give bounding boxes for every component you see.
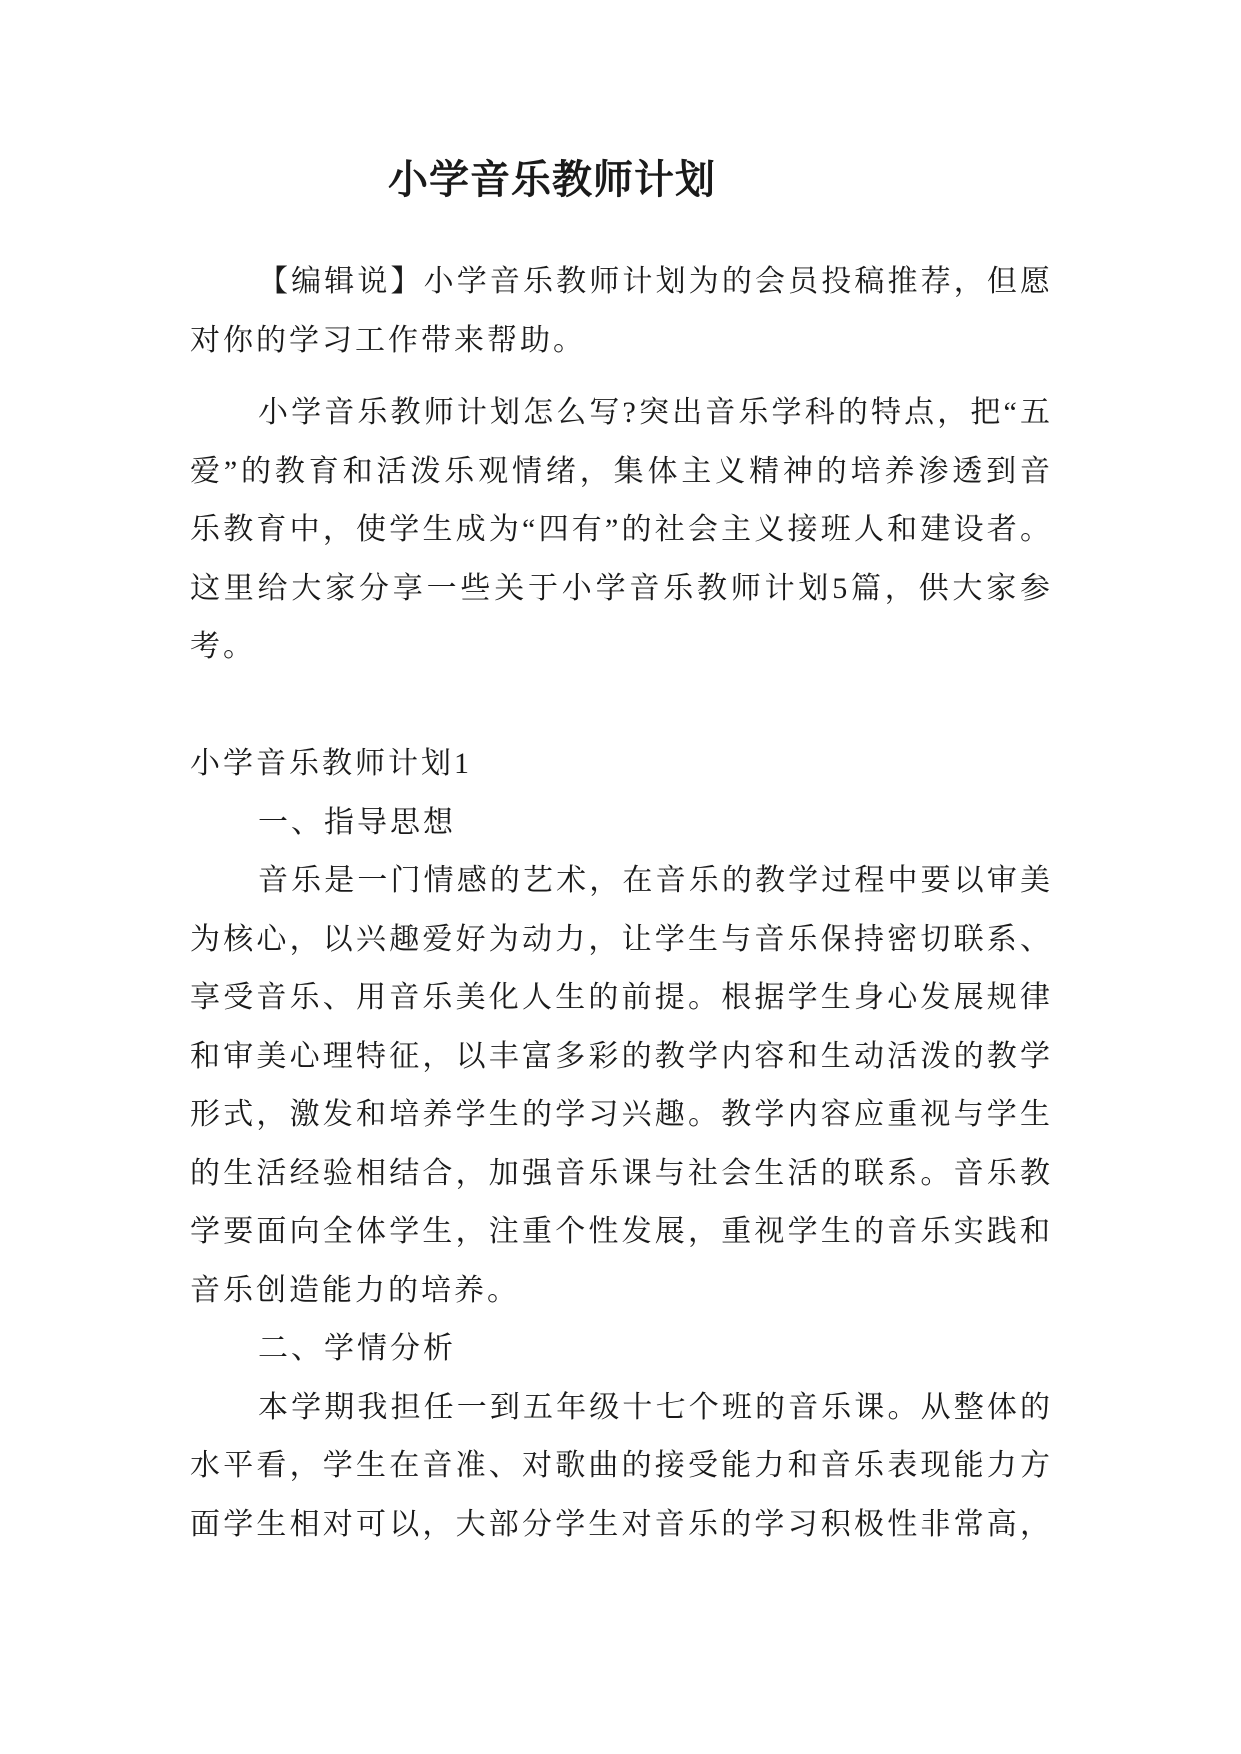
paragraph-line: 为核心，以兴趣爱好为动力，让学生与音乐保持密切联系、 [190,922,1050,956]
editor-note-paragraph [190,253,1050,370]
paragraph-line: 这里给大家分享一些关于小学音乐教师计划5篇，供大家参 [190,571,1050,605]
document-title: 小学音乐教师计划 [388,157,716,202]
paragraph-spacer [190,370,1050,384]
paragraph-line: 本学期我担任一到五年级十七个班的音乐课。从整体的 [258,1390,1050,1424]
paragraph-line: 形式，激发和培养学生的学习兴趣。教学内容应重视与学生 [190,1098,1050,1131]
paragraph-line: 乐教育中，使学生成为“四有”的社会主义接班人和建设者。 [190,513,1050,546]
paragraph-line: 音乐是一门情感的艺术，在音乐的教学过程中要以审美 [258,864,1050,897]
paragraph-line: 的生活经验相结合，加强音乐课与社会生活的联系。音乐教 [190,1156,1050,1190]
paragraph-line: 爱”的教育和活泼乐观情绪，集体主义精神的培养渗透到音 [190,454,1050,488]
analysis-paragraph [190,1379,1050,1555]
paragraph-line: 享受音乐、用音乐美化人生的前提。根据学生身心发展规律 [190,981,1050,1014]
paragraph-line: 和审美心理特征，以丰富多彩的教学内容和生动活泼的教学 [190,1039,1050,1073]
document-body [190,253,1050,1554]
paragraph-line: 面学生相对可以，大部分学生对音乐的学习积极性非常高， [190,1507,1050,1541]
section-heading: 小学音乐教师计划1 [190,747,472,780]
paragraph-line: 水平看，学生在音准、对歌曲的接受能力和音乐表现能力方 [190,1449,1050,1482]
paragraph-line: 【编辑说】小学音乐教师计划为的会员投稿推荐，但愿 [258,265,1050,298]
paragraph-line: 学要面向全体学生，注重个性发展，重视学生的音乐实践和 [190,1215,1050,1248]
paragraph-line: 音乐创造能力的培养。 [190,1273,520,1307]
guiding-paragraph [190,852,1050,1320]
subheading-analysis: 二、学情分析 [258,1332,456,1365]
paragraph-line: 小学音乐教师计划怎么写?突出音乐学科的特点，把“五 [258,396,1050,429]
subheading-guiding: 一、指导思想 [258,805,456,839]
paragraph-line: 对你的学习工作带来帮助。 [190,323,586,357]
summary-paragraph [190,384,1050,677]
paragraph-line: 考。 [190,630,256,663]
blank-line [190,677,1050,736]
